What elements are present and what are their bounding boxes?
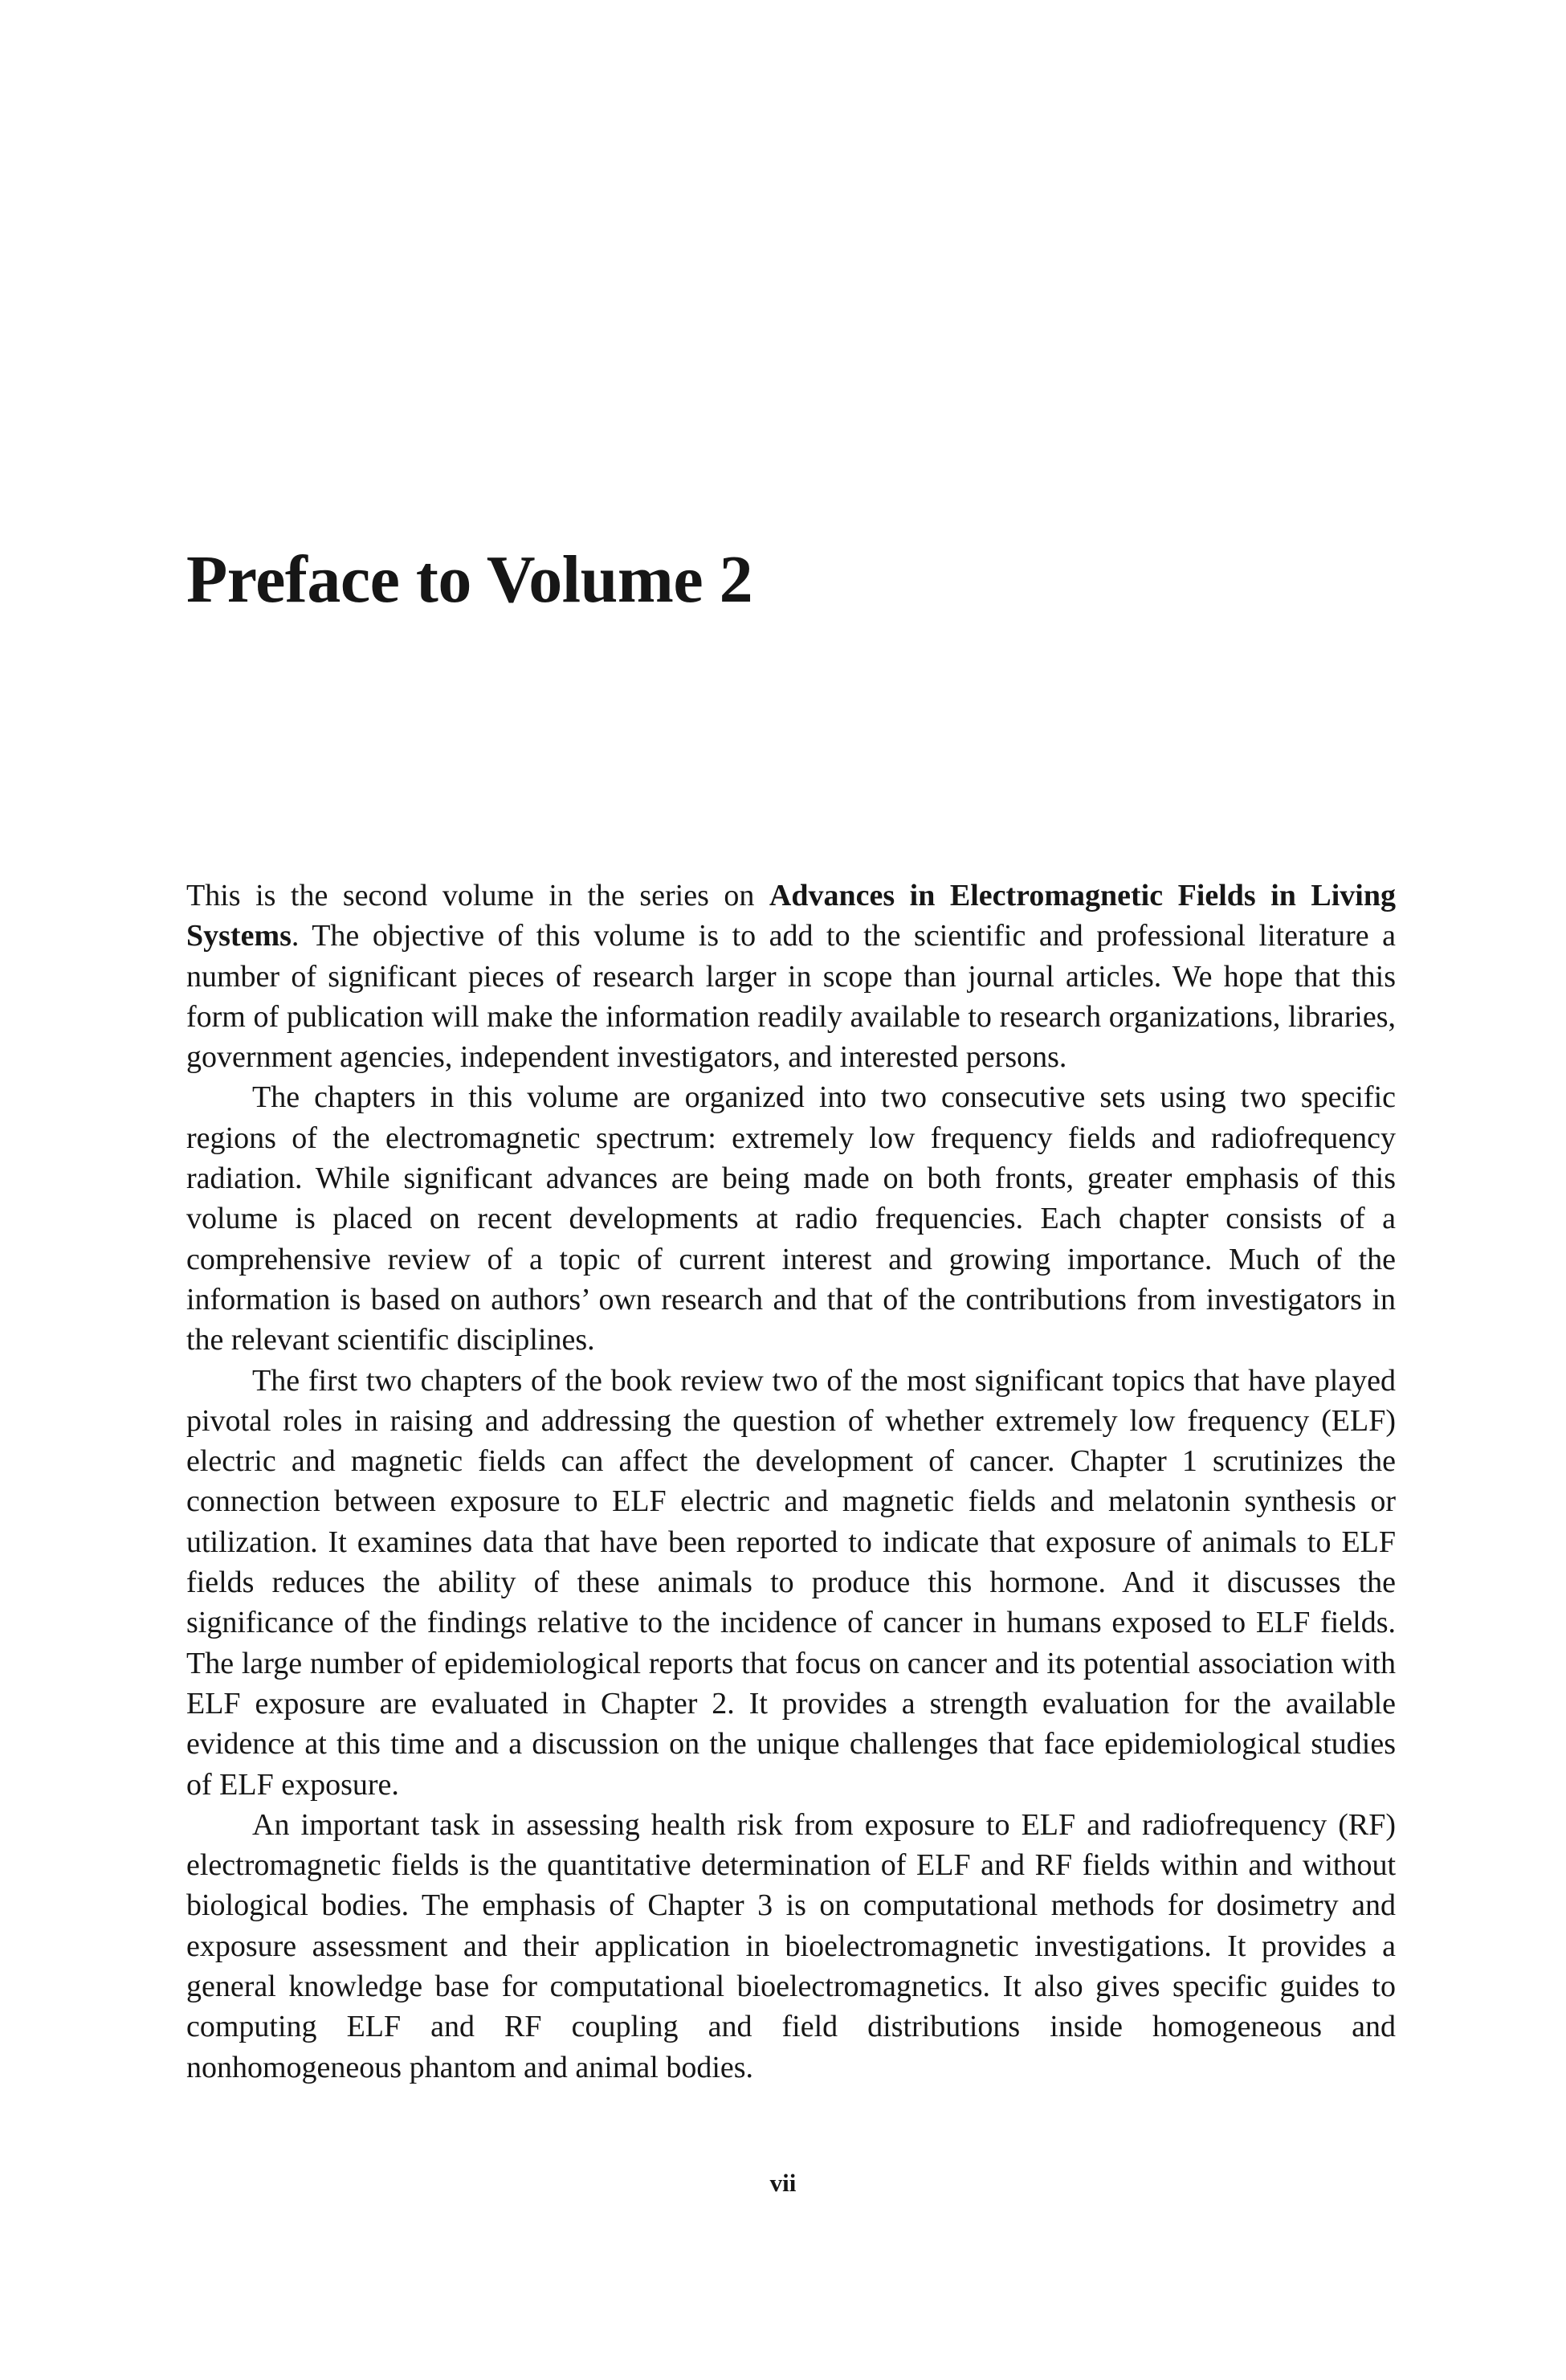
paragraph-1-lead: This is the second volume in the series on (186, 879, 769, 912)
page-number: vii (769, 2169, 797, 2197)
paragraph-3: The first two chapters of the book review two of the most significant topics that have played pivotal roles in raising and addressing the question of whether extremely low frequency (ELF) electric and magnetic fields can affect the development of cancer. Chapter 1 scrutinizes the connection between exposure to ELF electric and magnetic fields and melatonin synthesis or utilization. It examines data that have been reported to indicate that exposure of animals to ELF fields reduces the ability of these animals to produce this hormone. And it discusses the significance of the findings relative to the incidence of cancer in humans exposed to ELF fields. The large number of epidemiological reports that focus on cancer and its potential association with ELF exposure are evaluated in Chapter 2. It provides a strength evaluation for the available evidence at this time and a discussion on the unique challenges that face epidemiological studies of ELF exposure. (186, 1363, 1396, 1802)
paragraph-4: An important task in assessing health risk from exposure to ELF and radiofrequency (RF) electromagnetic fields is the quantitative determination of ELF and RF fields within and without biological bodies. The emphasis of Chapter 3 is on computational methods for dosimetry and exposure assessment and their application in bioelectromagnetic investigations. It provides a general knowledge base for computational bioelectromagnetics. It also gives specific guides to computing ELF and RF coupling and field distributions inside homogeneous and nonhomogeneous phantom and animal bodies. (186, 1807, 1396, 2084)
preface-body (186, 876, 1396, 2088)
paragraph-1-rest: . The objective of this volume is to add to the scientific and professional literature a number of significant pieces of research larger in scope than journal articles. We hope that this form of publication will make the information readily available to research organizations, libraries, government agencies, independent investigators, and interested persons. (186, 919, 1396, 1075)
paragraph-1 (186, 876, 1396, 1077)
page-title: Preface to Volume 2 (186, 542, 753, 617)
paragraph-2: The chapters in this volume are organized into two consecutive sets using two specific regions of the electromagnetic spectrum: extremely low frequency fields and radiofrequency radiation. While significant advances are being made on both fronts, greater emphasis of this volume is placed on recent developments at radio frequencies. Each chapter consists of a comprehensive review of a topic of current interest and growing importance. Much of the information is based on authors’ own research and that of the contributions from investigators in the relevant scientific disciplines. (186, 1080, 1396, 1357)
series-title: Advances in Electromagnetic Fields in Living Systems (186, 879, 1396, 953)
